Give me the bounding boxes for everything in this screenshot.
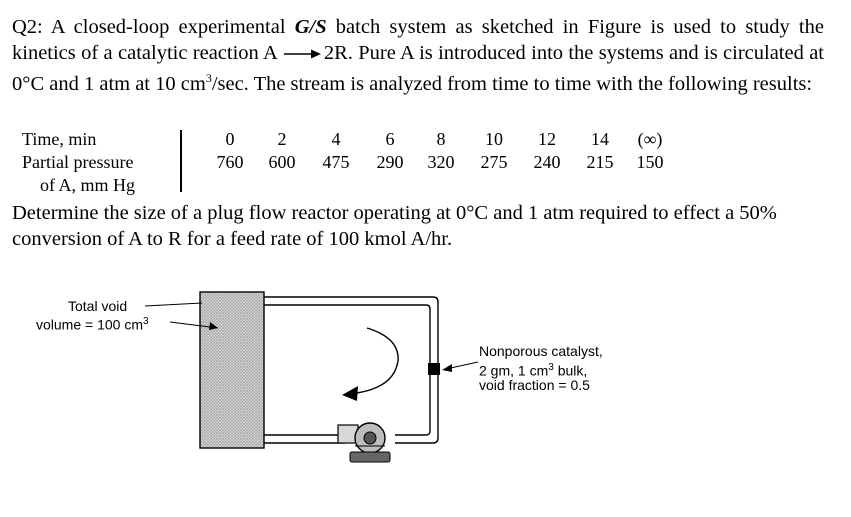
time-cell: 10: [485, 129, 503, 149]
time-cell: 12: [538, 129, 556, 149]
pressure-cell: 215: [586, 152, 614, 172]
table-label-time: Time, min: [22, 129, 97, 149]
pressure-cell: 760: [216, 152, 244, 172]
pressure-cell: 600: [268, 152, 296, 172]
loop-tubing: [264, 297, 438, 443]
circulation-arrow-icon: [342, 328, 398, 401]
determine-text: Determine the size of a plug flow reactor operating at 0°C and 1 atm required to effect a 50% conversion of A to R for a feed rate of 100 kmol A/hr.: [12, 202, 777, 250]
pressure-cell: 475: [322, 152, 350, 172]
time-cell: 4: [331, 129, 341, 149]
catalyst-label-line3: void fraction = 0.5: [479, 377, 590, 393]
catalyst-marker: [428, 363, 440, 375]
time-cell: 8: [436, 129, 446, 149]
time-cell: 14: [591, 129, 609, 149]
time-cell: 2: [277, 129, 287, 149]
left-leader-line: [145, 303, 202, 306]
catalyst-bed: [200, 292, 264, 448]
pressure-cell: 320: [427, 152, 455, 172]
catalyst-label-line2: 2 gm, 1 $cm^3$ bulk,: [479, 362, 588, 379]
table-label-pressure: Partial pressure: [22, 152, 134, 172]
time-cell: 6: [385, 129, 395, 149]
void-volume-label-line2: volume = 100 $cm^3$: [36, 316, 149, 333]
time-cell: 0: [225, 129, 235, 149]
time-cell: (∞): [637, 129, 663, 149]
gs-term: G/S: [294, 16, 327, 38]
table-label-pressure-unit: of A, mm Hg: [40, 175, 136, 195]
pressure-cell: 150: [636, 152, 664, 172]
pressure-cell: 240: [533, 152, 561, 172]
pressure-cell: 290: [376, 152, 404, 172]
question-text: Q2: A closed-loop experimental G/S batch system as sketched in Figure is used to study the kinetics of a catalytic reaction A 2R. Pure A is introduced into the systems and is circulated at 0°C and 1 atm at 10 $cm^3/\sec$. The stream is analyzed from time to time with the following results:: [12, 16, 824, 95]
catalyst-label-line1: Nonporous catalyst,: [479, 343, 603, 359]
pump-icon: [338, 423, 390, 462]
pressure-cell: 275: [480, 152, 508, 172]
void-volume-label-line1: Total void: [68, 298, 128, 314]
